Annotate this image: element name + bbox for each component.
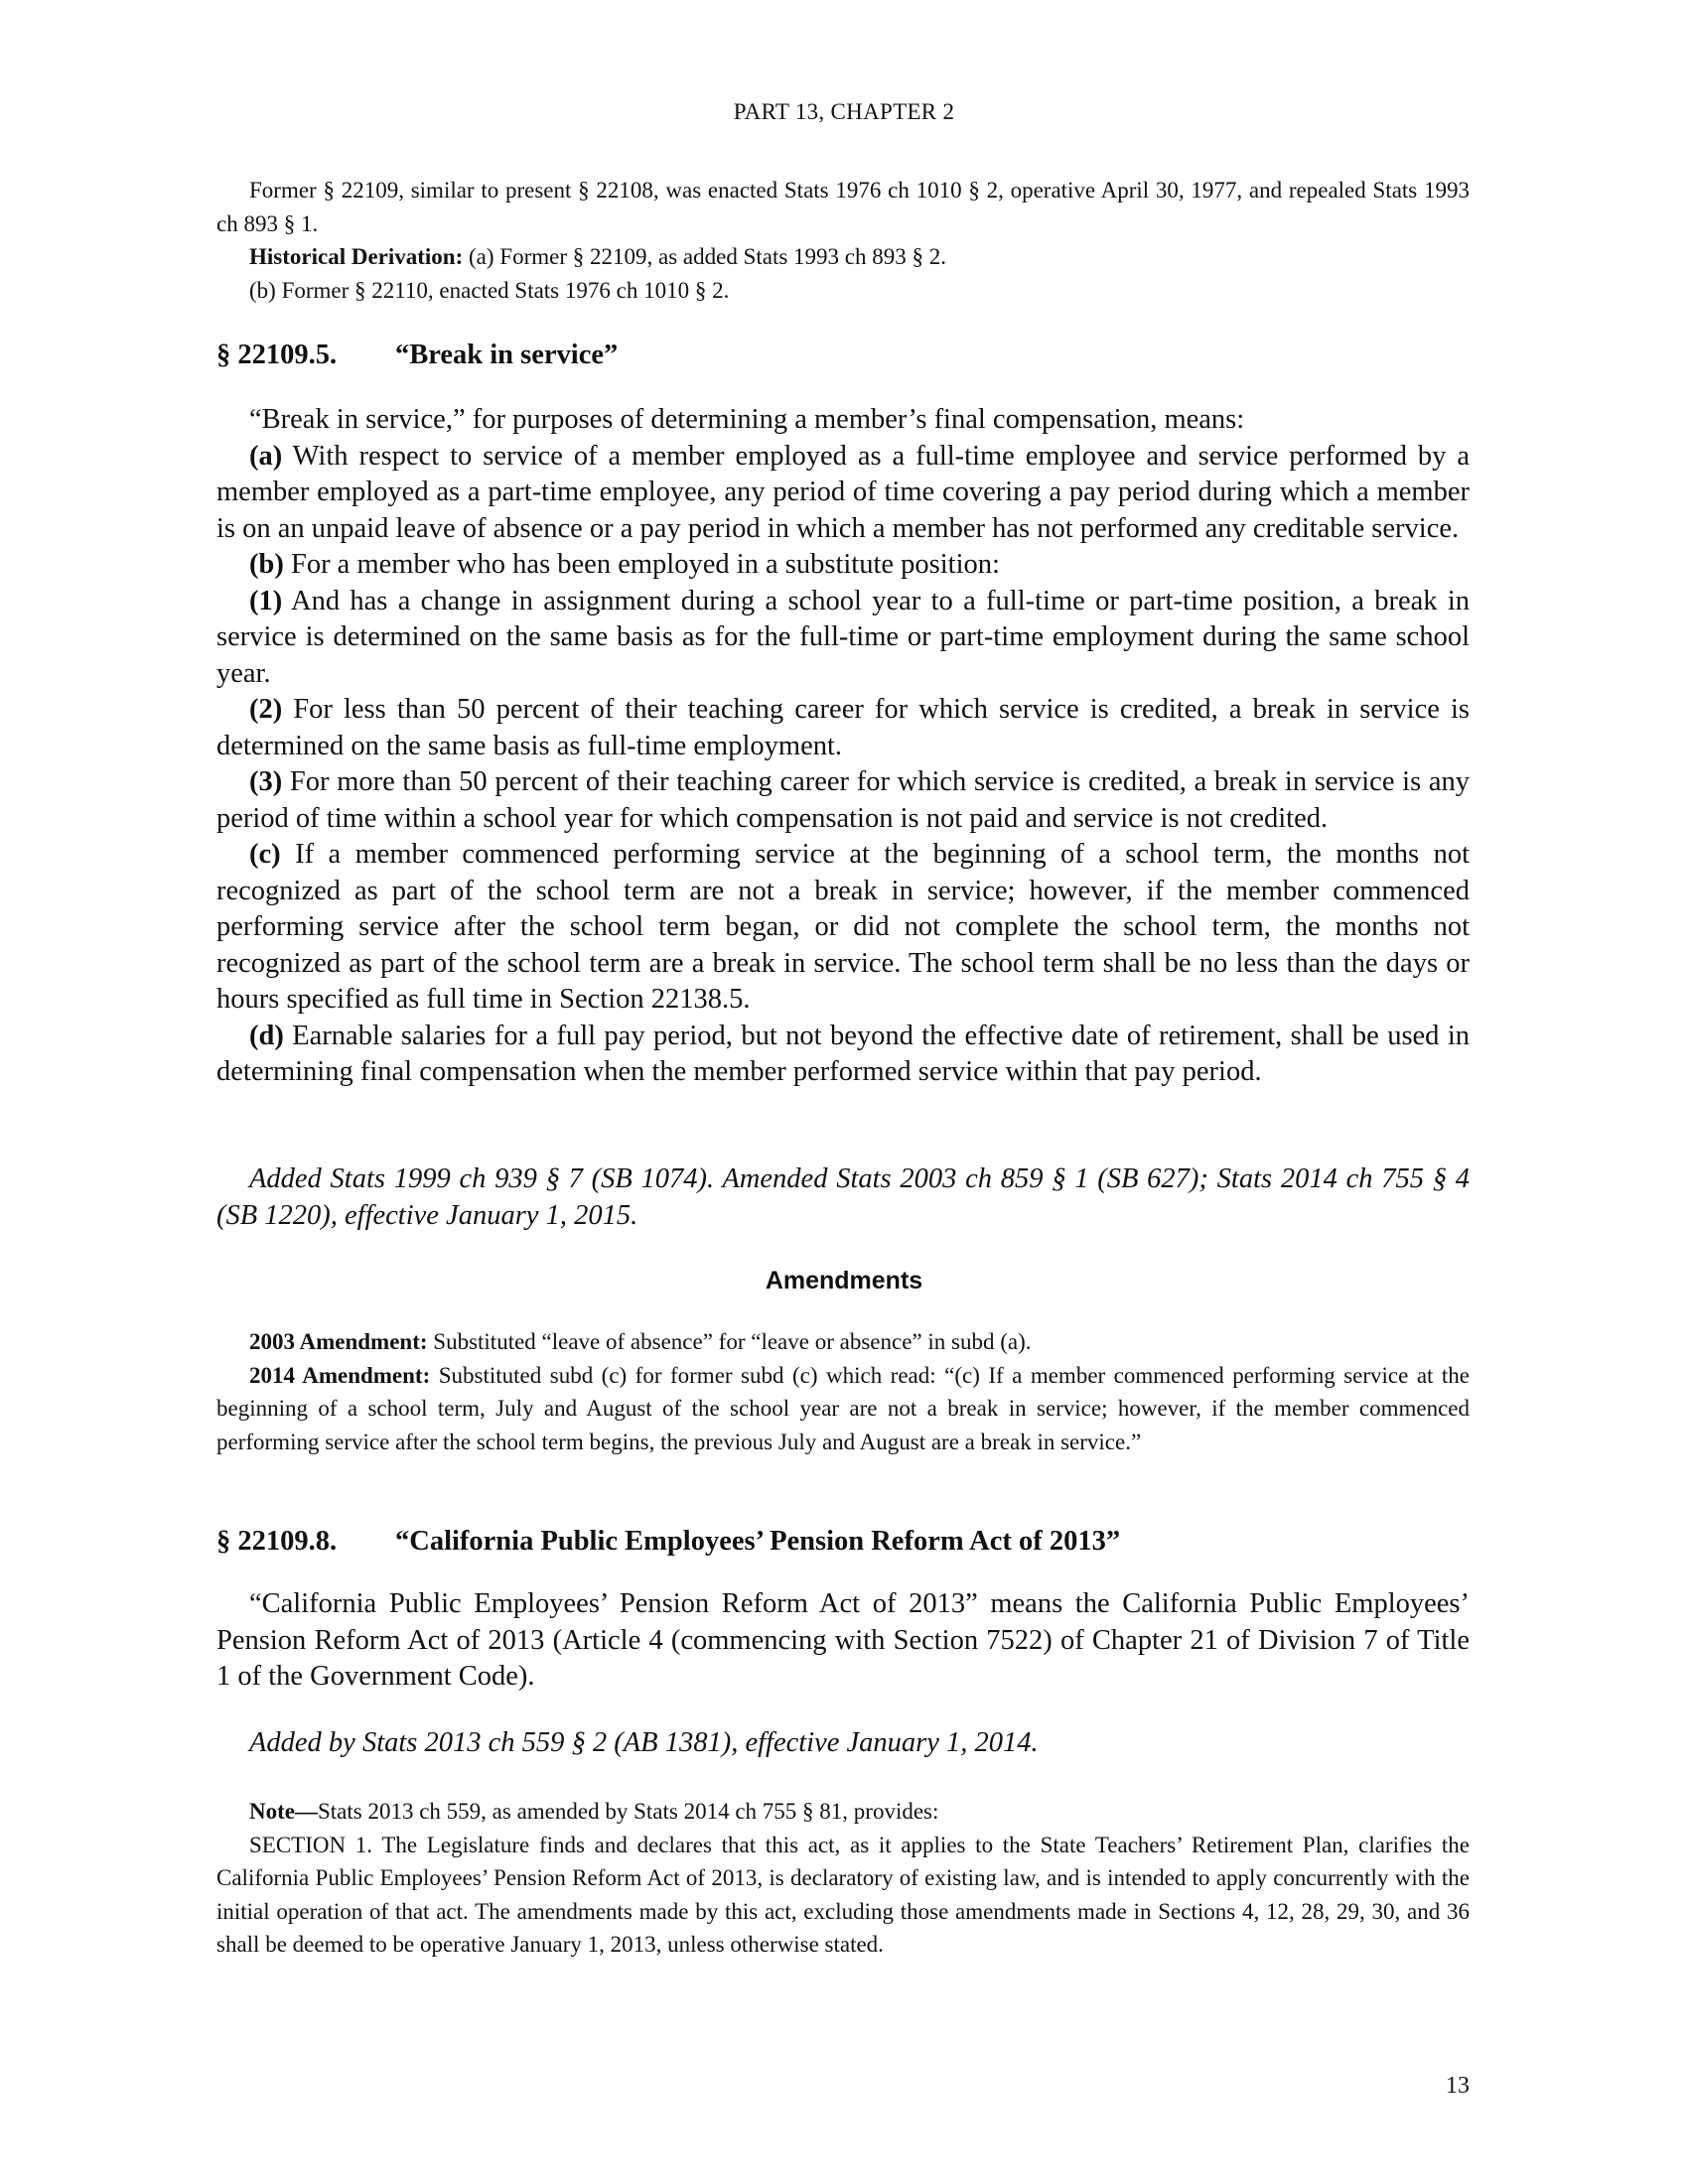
paragraph-b2-label: (2) [249, 694, 283, 725]
amendment-2014-text: Substituted subd (c) for former subd (c) which read: “(c) If a member commenced performing service at the beginning of a school term, July and August of the school year are not a break in service; however, if the member commenced performing service after the school term begins, the previous July and August are a break in service.” [216, 1362, 1470, 1454]
subdivision-c-label: (c) [249, 839, 281, 870]
note-block [216, 1795, 1470, 1962]
paragraph-b3-text: For more than 50 percent of their teaching career for which service is credited, a break in service is any period of time within a school year for which compensation is not paid and service is not credited. [216, 766, 1470, 834]
page-number: 13 [1446, 2073, 1470, 2099]
subdivision-b-label: (b) [249, 549, 284, 580]
historical-derivation-a-text: (a) Former § 22109, as added Stats 1993 ch 893 § 2. [463, 244, 947, 269]
section-history-note: Added by Stats 2013 ch 559 § 2 (AB 1381), effective January 1, 2014. [249, 1727, 1039, 1758]
subdivision-b [216, 547, 1470, 584]
paragraph-b1-label: (1) [249, 585, 283, 616]
section-22109-8-history-block [216, 1725, 1470, 1762]
subdivision-a-label: (a) [249, 440, 283, 472]
amendments-heading: Amendments [765, 1267, 923, 1295]
note-intro-text: Stats 2013 ch 559, as amended by Stats 2014 ch 755 § 81, provides: [317, 1799, 939, 1824]
subdivision-d-text: Earnable salaries for a full pay period, but not beyond the effective date of retirement, shall be used in determining final compensation when the member performed service within that pay period. [216, 1020, 1470, 1087]
amendment-2003-text: Substituted “leave of absence” for “leave or absence” in subd (a). [427, 1329, 1032, 1354]
section-22109-8-heading [216, 1524, 1470, 1560]
section-22109-5-heading [216, 338, 1470, 373]
section-number: § 22109.8. [216, 1526, 338, 1557]
paragraph-b2-text: For less than 50 percent of their teaching career for which service is credited, a break in service is determined on the same basis as full-time employment. [216, 694, 1470, 761]
subdivision-a [216, 439, 1470, 548]
section-title: “California Public Employees’ Pension Reform Act of 2013” [395, 1526, 1121, 1557]
subdivision-d-label: (d) [249, 1020, 284, 1051]
section-intro: “Break in service,” for purposes of determining a member’s final compensation, means: [249, 404, 1245, 435]
amendment-2014-label: 2014 Amendment: [249, 1362, 431, 1388]
former-22109-paragraph: Former § 22109, similar to present § 22108, was enacted Stats 1976 ch 1010 § 2, operative April 30, 1977, and repealed Stats 1993 ch 893 § 1. [216, 178, 1470, 236]
section-22109-5-body [216, 402, 1470, 1091]
section-history-note: Added Stats 1999 ch 939 § 7 (SB 1074). Amended Stats 2003 ch 859 § 1 (SB 627); Stats 2014 ch 755 § 4 (SB 1220), effective January 1, 2015. [216, 1163, 1470, 1231]
section-22109-8-text: “California Public Employees’ Pension Reform Act of 2013” means the California Public Employees’ Pension Reform Act of 2013 (Article 4 (commencing with Section 7522) of Chapter 21 of Division 7 of Title 1 of the Government Code). [216, 1588, 1470, 1692]
subdivision-b-text: For a member who has been employed in a substitute position: [283, 549, 1000, 580]
paragraph-b2 [216, 692, 1470, 764]
amendment-2003 [216, 1325, 1470, 1359]
note-intro [216, 1795, 1470, 1829]
amendment-2003-label: 2003 Amendment: [249, 1329, 428, 1354]
subdivision-a-text: With respect to service of a member employed as a full-time employee and service performed by a member employed as a part-time employee, any period of time covering a pay period during which a member is on an unpaid leave of absence or a pay period in which a member has not performed any creditable service. [216, 440, 1470, 544]
former-22109-block [216, 174, 1470, 307]
subdivision-c [216, 837, 1470, 1019]
running-head: PART 13, CHAPTER 2 [733, 99, 955, 124]
subdivision-d [216, 1019, 1470, 1091]
amendments-block [216, 1325, 1470, 1458]
historical-derivation-a [216, 240, 1470, 274]
amendment-2014 [216, 1359, 1470, 1459]
subdivision-c-text: If a member commenced performing service at the beginning of a school term, the months not recognized as part of the school term are not a break in service; however, if the member commenced performing service after the school term began, or did not complete the school term, the months not recognized as part of the school term are a break in service. The school term shall be no less than the days or hours specified as full time in Section 22138.5. [216, 839, 1470, 1015]
section-title: “Break in service” [395, 340, 619, 370]
note-section-1: SECTION 1. The Legislature finds and declares that this act, as it applies to the State Teachers’ Retirement Plan, clarifies the California Public Employees’ Pension Reform Act of 2013, is declaratory of existing law, and is intended to apply concurrently with the initial operation of that act. The amendments made by this act, excluding those amendments made in Sections 4, 12, 28, 29, 30, and 36 shall be deemed to be operative January 1, 2013, unless otherwise stated. [216, 1832, 1470, 1957]
section-22109-8-body [216, 1586, 1470, 1696]
note-label: Note— [249, 1799, 318, 1824]
section-number: § 22109.5. [216, 340, 338, 370]
historical-derivation-b: (b) Former § 22110, enacted Stats 1976 ch 1010 § 2. [249, 277, 730, 303]
paragraph-b1 [216, 584, 1470, 693]
paragraph-b1-text: And has a change in assignment during a school year to a full-time or part-time position, a break in service is determined on the same basis as for the full-time or part-time employment during the same school year. [216, 585, 1470, 689]
section-22109-5-history-block [216, 1161, 1470, 1234]
paragraph-b3-label: (3) [249, 766, 283, 797]
historical-derivation-label: Historical Derivation: [249, 244, 464, 269]
paragraph-b3 [216, 764, 1470, 837]
